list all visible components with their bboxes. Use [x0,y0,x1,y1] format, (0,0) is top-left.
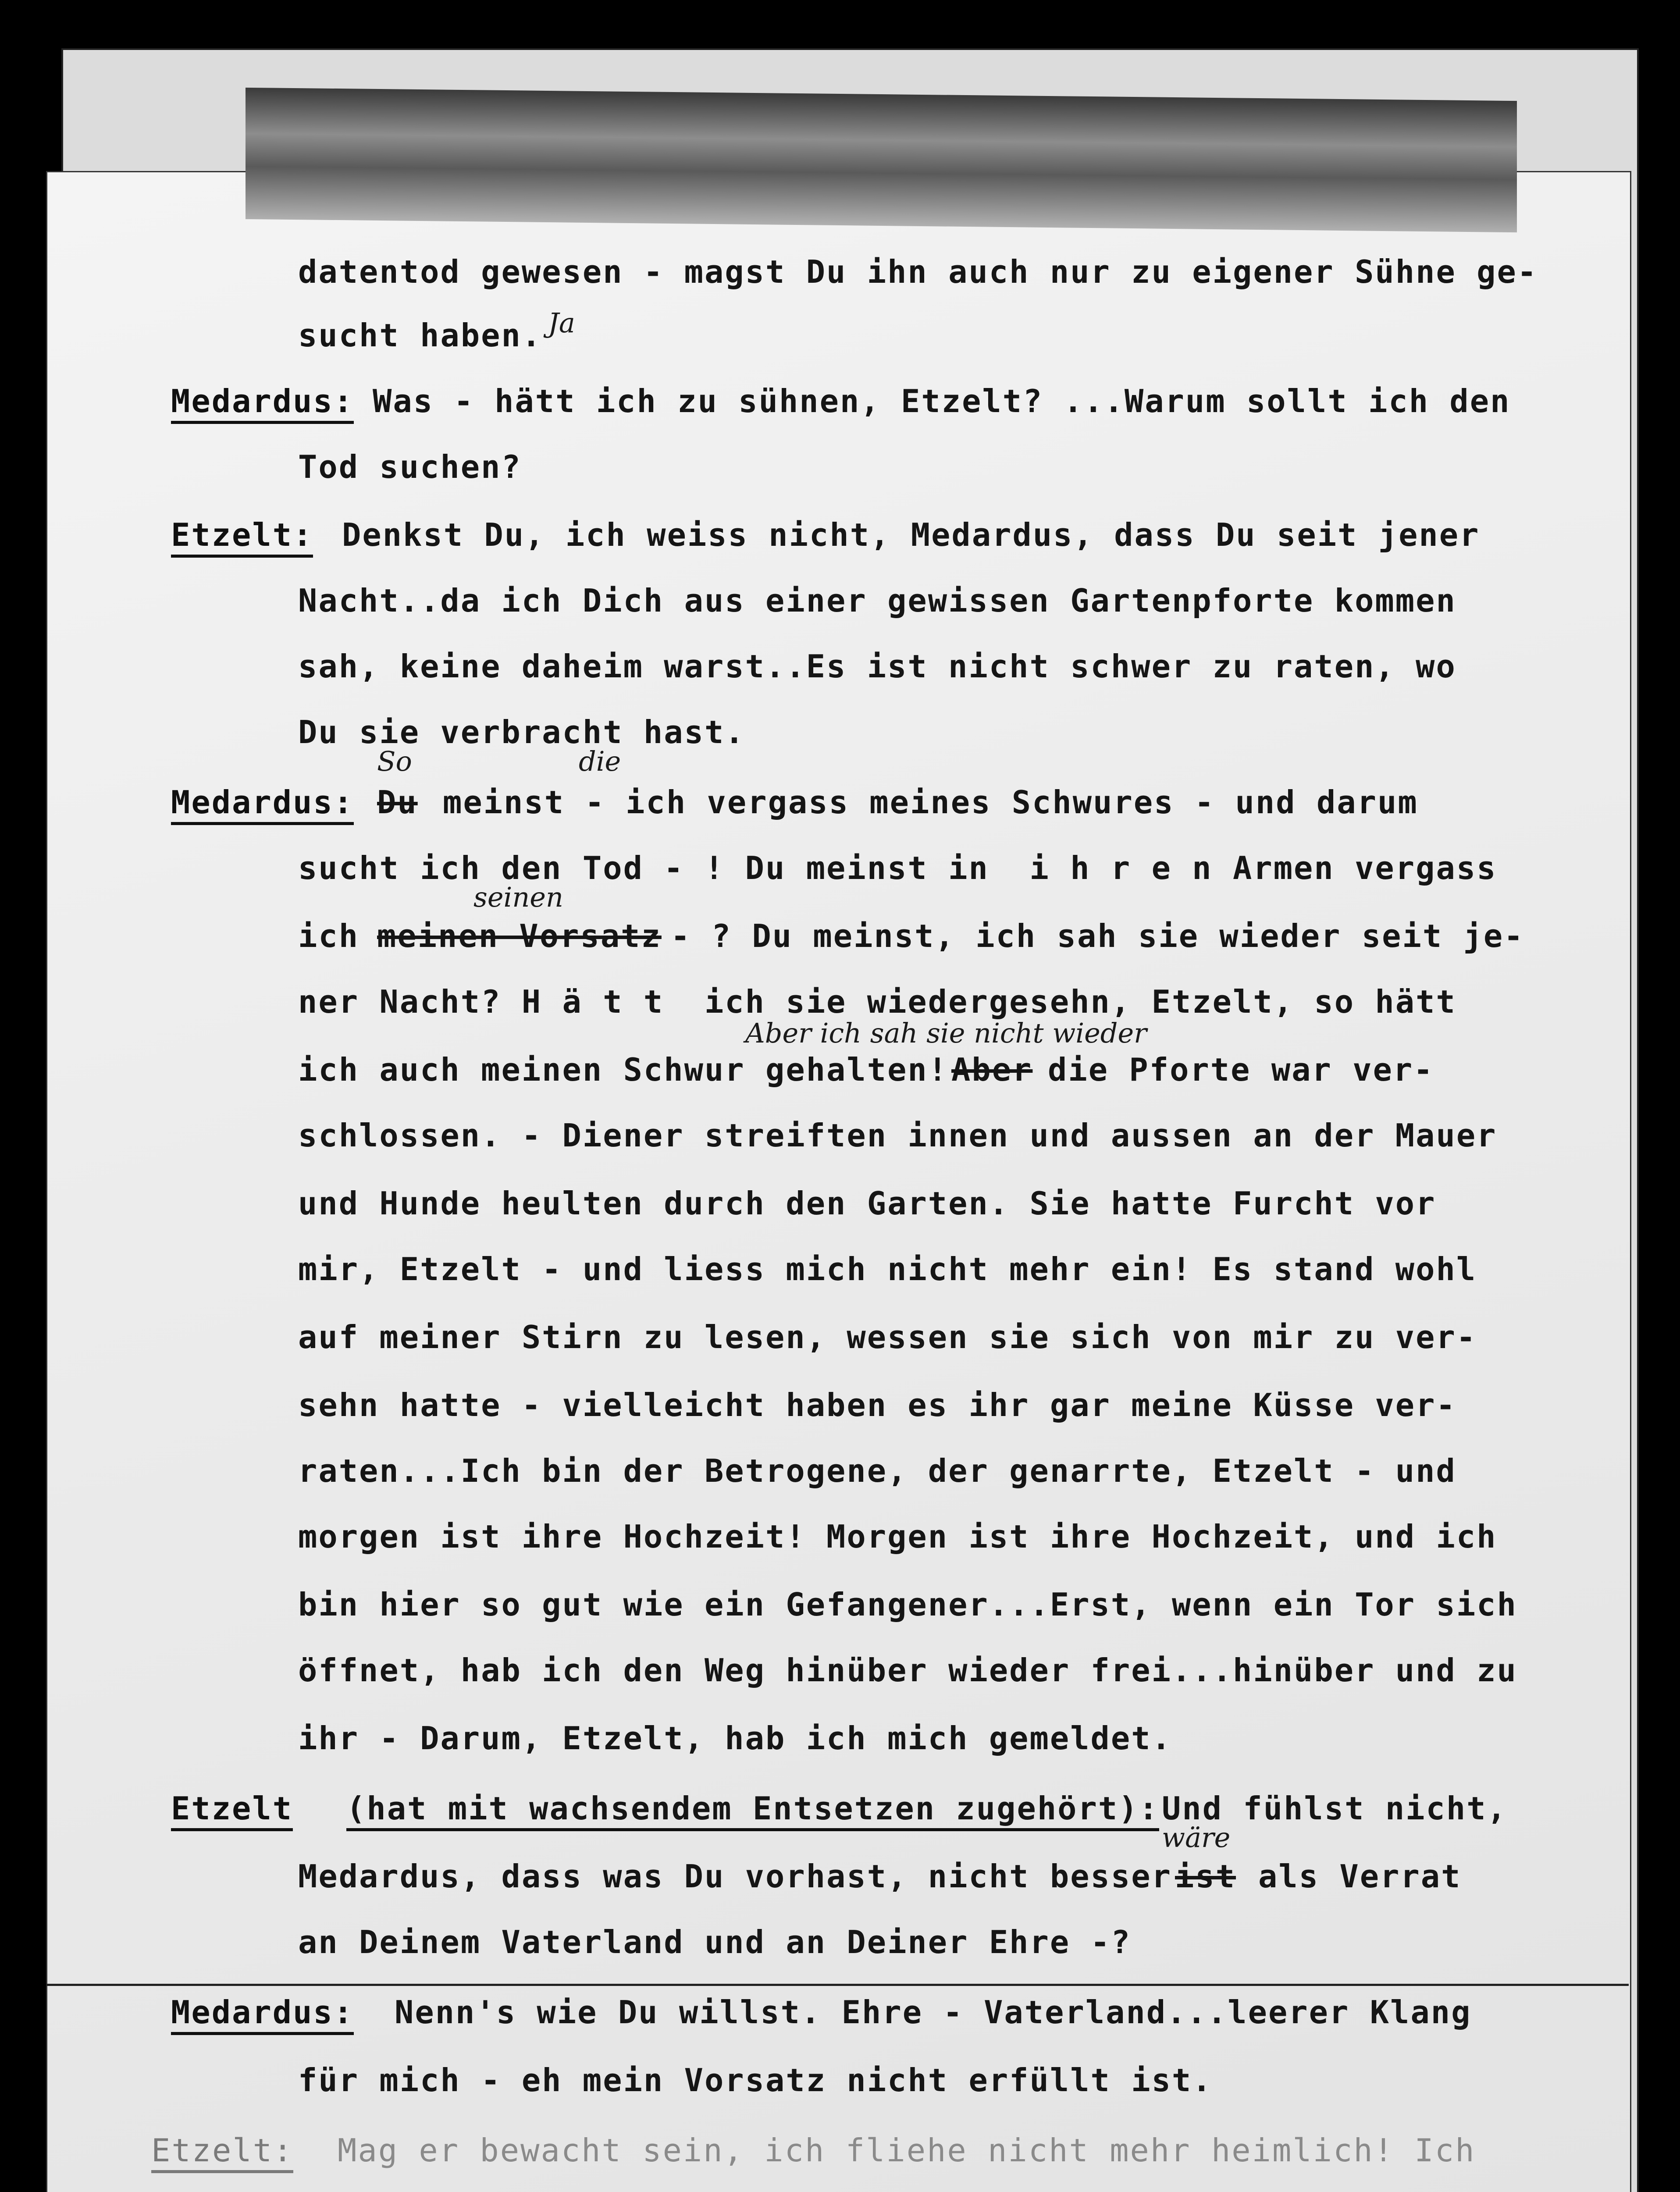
speaker-label: Etzelt: [151,2131,293,2173]
text-line: ich [298,918,359,954]
text-line: an Deinem Vaterland und an Deiner Ehre -? [298,1924,1132,1961]
text-line: bin hier so gut wie ein Gefangener...Erst, wenn ein Tor sich [298,1586,1517,1623]
handwritten-note: Aber ich sah sie nicht wieder [745,1017,1147,1049]
text-line: Nenn's wie Du willst. Ehre - Vaterland...leerer Klang [395,1994,1472,2031]
text-line: Medardus, dass was Du vorhast, nicht besser [298,1858,1172,1895]
text-line: Und fühlst nicht, [1162,1790,1507,1827]
speaker-label: Medardus: [171,381,354,424]
handwritten-note: wäre [1162,1822,1231,1854]
text-line: datentod gewesen - magst Du ihn auch nur zu eigener Sühne ge- [298,253,1538,290]
handwritten-note: So [377,745,412,777]
text-line: Denkst Du, ich weiss nicht, Medardus, dass Du seit jener [342,516,1480,553]
struck-text: meinen Vorsatz [377,918,662,954]
text-line: auf meiner Stirn zu lesen, wessen sie sich von mir zu ver- [298,1319,1477,1356]
handwritten-note: seinen [473,881,563,913]
text-line: Nacht..da ich Dich aus einer gewissen Gartenpforte kommen [298,582,1456,619]
text-line: sucht ich den Tod - ! Du meinst in i h r e n Armen vergass [298,850,1497,886]
text-line: sucht haben. [298,317,542,354]
text-line: für mich - eh mein Vorsatz nicht erfüllt ist. [298,2062,1213,2099]
text-line: sah, keine daheim warst..Es ist nicht schwer zu raten, wo [298,648,1456,685]
text-line: die Pforte war ver- [1048,1051,1434,1088]
text-line: meinst - ich vergass meines Schwures - und darum [443,784,1418,821]
text-line: morgen ist ihre Hochzeit! Morgen ist ihre Hochzeit, und ich [298,1518,1497,1555]
text-line: ner Nacht? H ä t t ich sie wiedergesehn, Etzelt, so hätt [298,983,1456,1020]
text-line: und Hunde heulten durch den Garten. Sie hatte Furcht vor [298,1185,1436,1222]
stage-direction: (hat mit wachsendem Entsetzen zugehört): [346,1789,1159,1831]
text-line: raten...Ich bin der Betrogene, der genarrte, Etzelt - und [298,1452,1456,1489]
speaker-label: Etzelt [171,1789,293,1831]
text-line: Mag er bewacht sein, ich fliehe nicht mehr heimlich! Ich [338,2132,1476,2169]
text-line: als Verrat [1258,1858,1462,1895]
struck-text: Du [377,784,418,821]
text-line: - ? Du meinst, ich sah sie wieder seit je- [671,918,1524,954]
struck-text: ist [1175,1858,1236,1895]
text-line: Was - hätt ich zu sühnen, Etzelt? ...Warum sollt ich den [373,383,1511,420]
speaker-label: Medardus: [171,783,354,825]
text-line: Du sie verbracht hast. [298,714,745,751]
text-line: schlossen. - Diener streiften innen und aussen an der Mauer [298,1117,1497,1154]
speaker-label: Etzelt: [171,515,313,558]
handwritten-note: Ja [548,307,575,339]
text-line: ihr - Darum, Etzelt, hab ich mich gemeldet. [298,1720,1172,1757]
handwritten-note: die [579,745,621,777]
text-line: Tod suchen? [298,448,522,485]
speaker-label: Medardus: [171,1993,354,2035]
text-line: ich auch meinen Schwur gehalten! [298,1051,949,1088]
text-line: öffnet, hab ich den Weg hinüber wieder frei...hinüber und zu [298,1652,1517,1689]
struck-text: Aber [951,1051,1033,1088]
text-line: sehn hatte - vielleicht haben es ihr gar meine Küsse ver- [298,1387,1456,1423]
text-line: mir, Etzelt - und liess mich nicht mehr ein! Es stand wohl [298,1251,1477,1288]
